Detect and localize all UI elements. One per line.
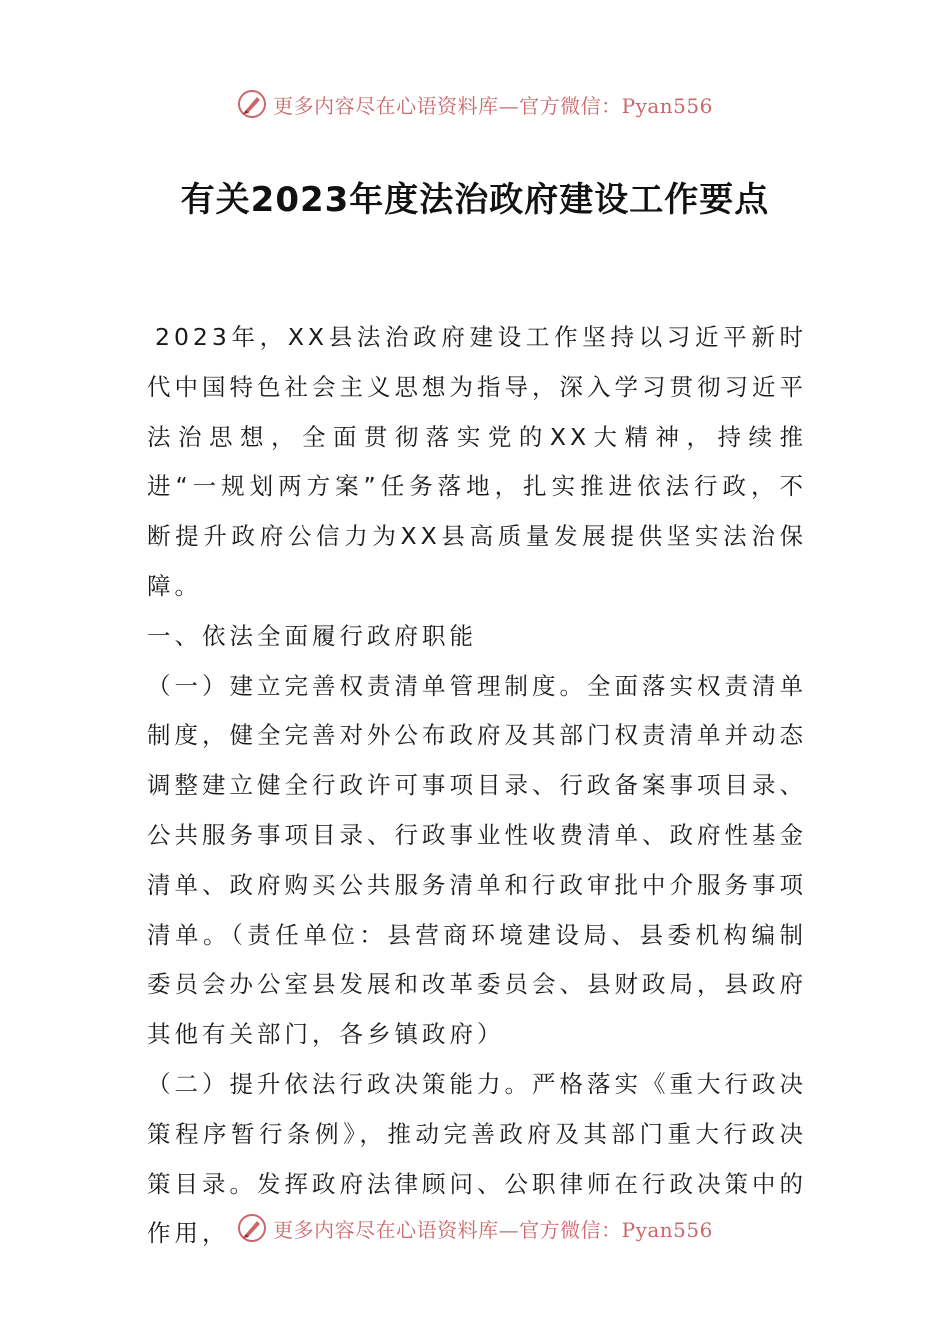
footer-watermark-banner: [0, 1210, 950, 1246]
header-watermark-text: 更多内容尽在心语资料库—官方微信：Pyan556: [273, 93, 713, 118]
intro-paragraph: 2023年，XX县法治政府建设工作坚持以习近平新时代中国特色社会主义思想为指导，深入学习贯彻习近平法治思想，全面贯彻落实党的XX大精神，持续推进“一规划两方案”任务落地，扎实推进依法行政，不断提升政府公信力为XX县高质量发展提供坚实法治保障。: [147, 323, 807, 600]
section-heading-1: 一、依法全面履行政府职能: [147, 621, 477, 650]
pen-logo-icon: [237, 89, 267, 119]
footer-watermark-text: 更多内容尽在心语资料库—官方微信：Pyan556: [273, 1217, 713, 1242]
subsection-2-paragraph: （二）提升依法行政决策能力。严格落实《重大行政决策程序暂行条例》，推动完善政府及其部门重大行政决策目录。发挥政府法律顾问、公职律师在行政决策中的作用，: [147, 1069, 807, 1248]
document-title: 有关2023年度法治政府建设工作要点: [180, 180, 770, 220]
document-body: [147, 313, 807, 1259]
header-watermark-banner: [0, 86, 950, 122]
subsection-1-paragraph: （一）建立完善权责清单管理制度。全面落实权责清单制度，健全完善对外公布政府及其部门权责清单并动态调整建立健全行政许可事项目录、行政备案事项目录、公共服务事项目录、行政事业性收费清单、政府性基金清单、政府购买公共服务清单和行政审批中介服务事项清单。（责任单位：县营商环境建设局、县委机构编制委员会办公室县发展和改革委员会、县财政局，县政府其他有关部门，各乡镇政府）: [147, 671, 807, 1049]
pen-logo-icon: [237, 1213, 267, 1243]
